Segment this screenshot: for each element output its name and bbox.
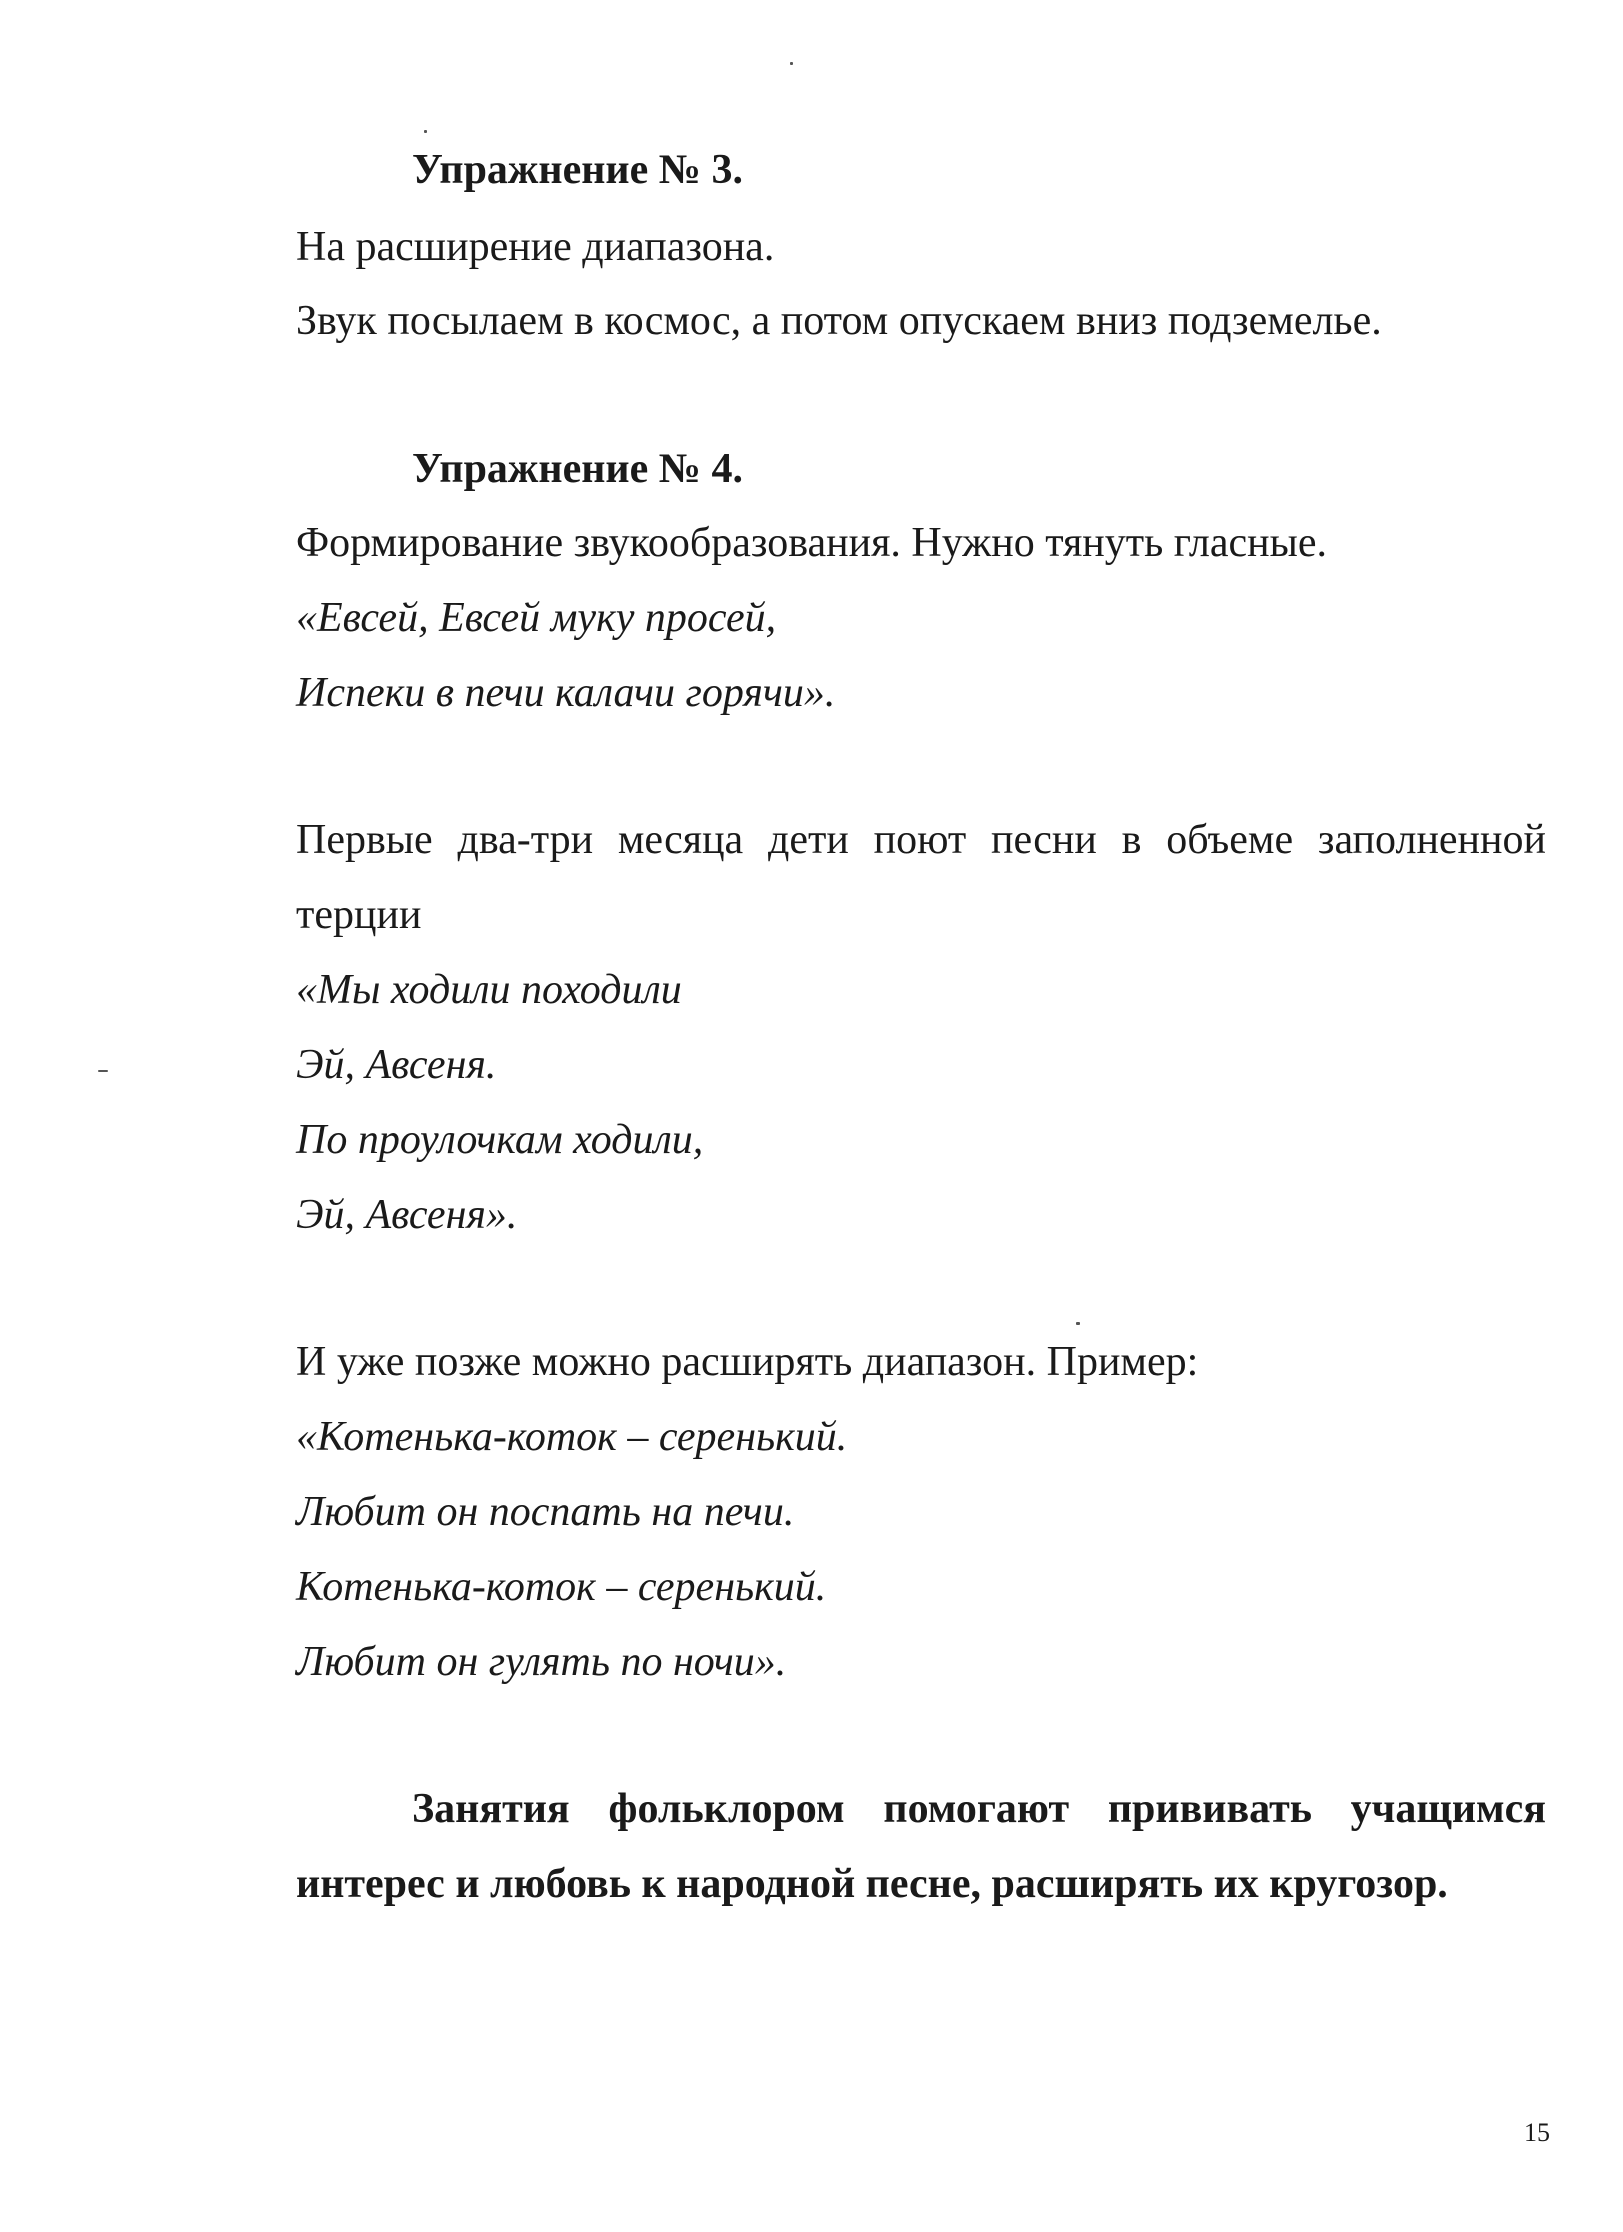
exercise-3-line: Звук посылаем в космос, а потом опускаем вниз подземелье. [296, 298, 1382, 344]
scan-speck [98, 1070, 108, 1072]
page-number: 15 [1524, 2118, 1550, 2147]
tercia-verse-line: «Мы ходили походили [296, 967, 682, 1013]
tercia-verse-line: Эй, Авсеня. [296, 1042, 497, 1088]
exercise-4-verse-line: Испеки в печи калачи горячи». [296, 670, 836, 716]
exercise-3-line: На расширение диапазона. [296, 224, 775, 270]
range-verse-line: Котенька-коток – серенький. [296, 1564, 827, 1610]
conclusion-line-2: интерес и любовь к народной песне, расширять их кругозор. [296, 1861, 1448, 1907]
exercise-4-intro: Формирование звукообразования. Нужно тянуть гласные. [296, 520, 1327, 566]
conclusion-line-1: Занятия фольклором помогают прививать учащимся [412, 1786, 1546, 1832]
exercise-4-heading: Упражнение № 4. [412, 446, 743, 492]
scan-speck [424, 130, 427, 133]
tercia-verse-line: Эй, Авсеня». [296, 1192, 518, 1238]
exercise-4-verse-line: «Евсей, Евсей муку просей, [296, 595, 777, 641]
scan-speck [1076, 1322, 1080, 1325]
range-verse-line: Любит он поспать на печи. [296, 1489, 795, 1535]
tercia-paragraph-line-2: терции [296, 892, 422, 938]
range-verse-line: Любит он гулять по ночи». [296, 1639, 787, 1685]
range-paragraph-intro: И уже позже можно расширять диапазон. Пример: [296, 1339, 1199, 1385]
tercia-paragraph-line-1: Первые два-три месяца дети поют песни в объеме заполненной [296, 817, 1546, 863]
exercise-3-heading: Упражнение № 3. [412, 147, 743, 193]
range-verse-line: «Котенька-коток – серенький. [296, 1414, 848, 1460]
scan-speck [790, 62, 793, 65]
tercia-verse-line: По проулочкам ходили, [296, 1117, 704, 1163]
